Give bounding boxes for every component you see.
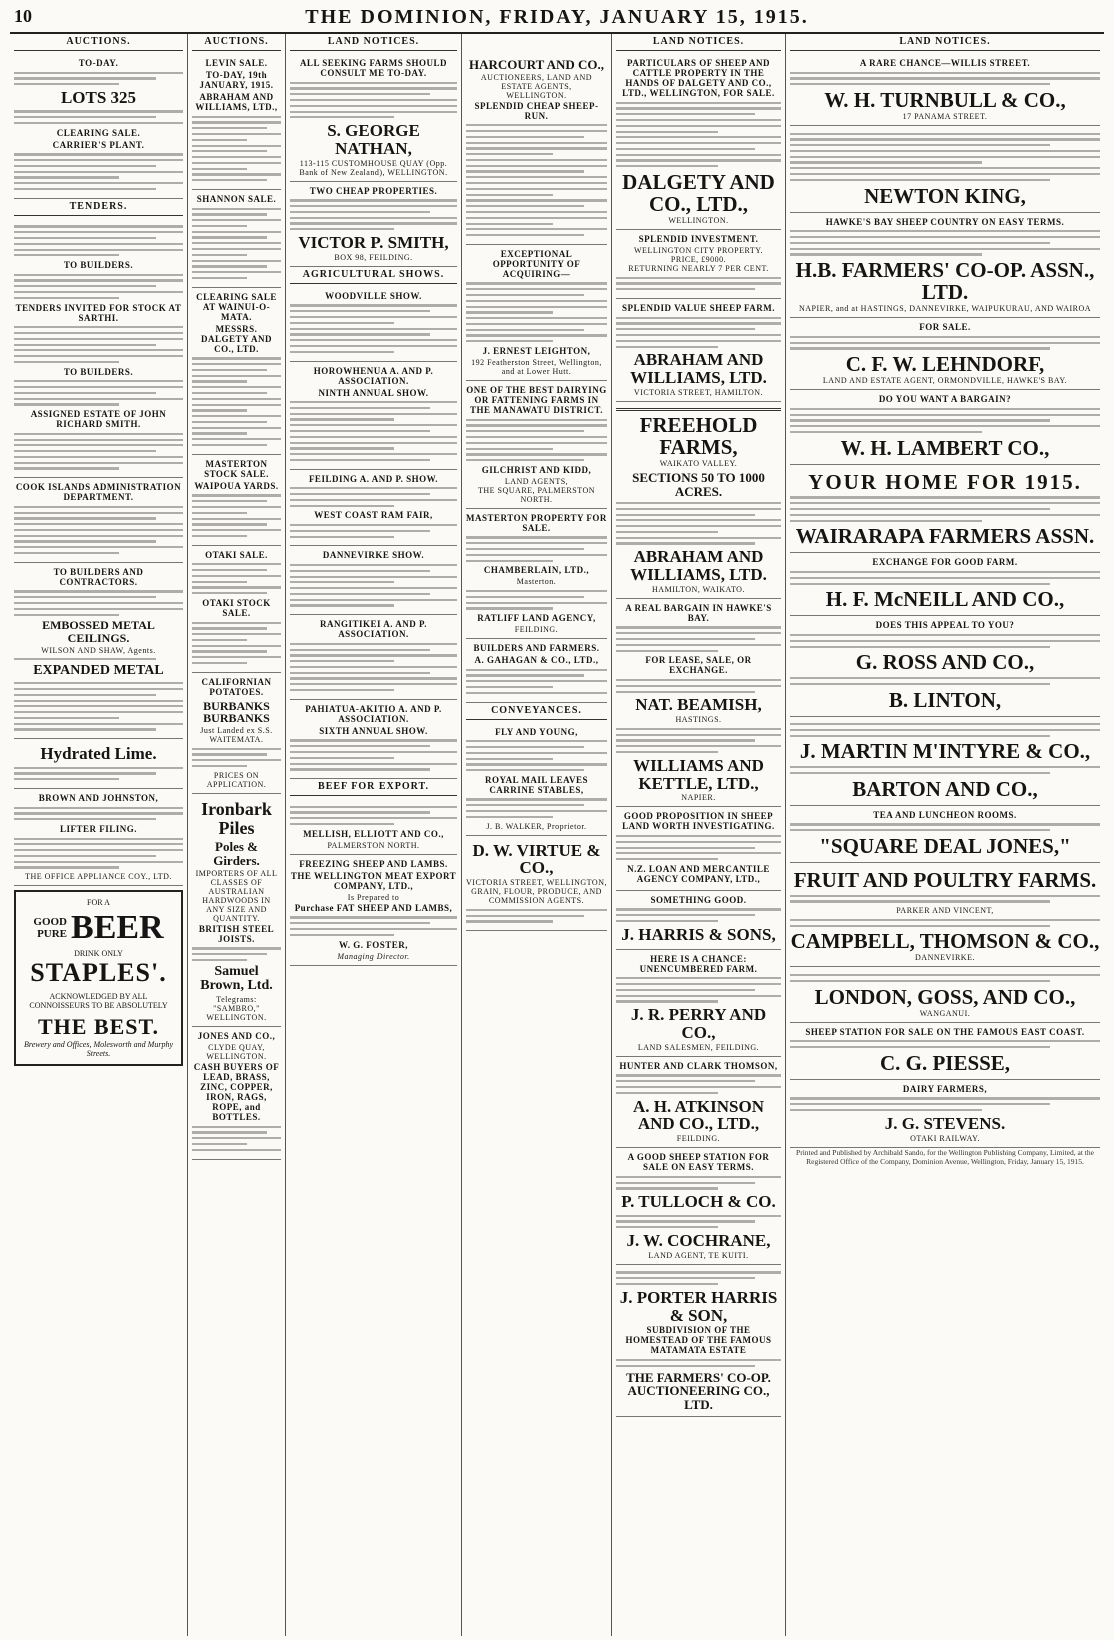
ad-tea-rooms [790, 806, 1100, 863]
ad-virtue-title: D. W. VIRTUE & CO., [472, 840, 601, 878]
ad-campbell: CAMPBELL, THOMSON & CO., [790, 929, 1100, 954]
ad-fruit-title: FRUIT AND POULTRY FARMS. [793, 867, 1097, 892]
ad-best: THE BEST. [37, 1014, 160, 1040]
ad-jones [192, 1027, 281, 1160]
ad-heading: TENDERS INVITED FOR STOCK AT SARTHI. [15, 302, 182, 323]
ad-heading: A. GAHAGAN & CO., LTD., [474, 655, 599, 666]
newspaper-title: THE DOMINION, FRIDAY, JANUARY 15, 1915. [305, 6, 809, 28]
ad-heading: RANGITIKEI A. AND P. ASSOCIATION. [320, 619, 427, 640]
ad-heading: TEA AND LUNCHEON ROOMS. [873, 809, 1017, 820]
ad-nat-beamish: NAT. BEAMISH, [635, 695, 762, 715]
ad-freehold-farms [616, 402, 781, 599]
ad-heading: OTAKI STOCK SALE. [202, 597, 271, 618]
ad-burbanks: BURBANKS BURBANKS [203, 698, 270, 726]
column-land-notices-2 [462, 34, 612, 1636]
ad-prices: PRICES ON APPLICATION. [206, 770, 267, 789]
ad-poles: Poles & Girders. [213, 839, 260, 869]
ad-dannevirke: DANNEVIRKE. [915, 953, 975, 963]
ad-harcourt [466, 52, 607, 245]
ad-wellington: WELLINGTON. [668, 216, 729, 226]
ad-waikato: WAIKATO VALLEY. [659, 459, 738, 469]
ad-square: THE SQUARE, PALMERSTON NORTH. [477, 485, 595, 504]
ad-sections: SECTIONS 50 TO 1000 ACRES. [632, 470, 765, 499]
ad-splendid-investment [616, 230, 781, 299]
ad-heading: MELLISH, ELLIOTT AND CO., [303, 828, 444, 839]
ad-rangitikei [290, 615, 457, 700]
ad-shannon-sale [192, 190, 281, 288]
ad-heading: SIXTH ANNUAL SHOW. [319, 725, 428, 736]
ad-atkinson-title: A. H. ATKINSON AND CO., LTD., [633, 1096, 764, 1134]
ad-ross [790, 616, 1100, 716]
ad-heading: N.Z. LOAN AND MERCANTILE AGENCY COMPANY, LTD., [627, 863, 770, 884]
ad-tulloch-title: P. TULLOCH & CO. [621, 1192, 776, 1212]
ad-heading: A RARE CHANCE—WILLIS STREET. [859, 58, 1031, 68]
columns-container [10, 34, 1104, 1636]
ad-heading: BUILDERS AND FARMERS. [473, 643, 600, 654]
ad-tulloch [616, 1148, 781, 1265]
ad-wainui-sale [192, 288, 281, 455]
ad-woodville [290, 287, 457, 362]
ad-lehndorf-title: C. F. W. LEHNDORF, [845, 352, 1045, 377]
column-auctions [10, 34, 188, 1636]
column-heading: LAND NOTICES. [616, 34, 781, 51]
ad-atkinson [616, 1057, 781, 1148]
ad-parker: PARKER AND VINCENT, [896, 906, 994, 916]
imprint: Printed and Published by Archibald Sando, for the Wellington Publishing Company, Limited, at the Registered Office of the Company, Dominion Avenue, Wellington, Friday, January 15, 1915. [796, 1147, 1094, 1167]
section-heading: TENDERS. [14, 199, 183, 216]
ad-lower-hutt: and at Lower Hutt. [501, 367, 572, 377]
ad-staples-beer [14, 890, 183, 1066]
ad-embossed: EMBOSSED METAL CEILINGS. [42, 618, 155, 645]
ad-turnbull-title: W. H. TURNBULL & CO., [824, 87, 1066, 112]
ad-heading: SHANNON SALE. [196, 193, 277, 204]
ad-heading: DANNEVIRKE SHOW. [322, 550, 425, 561]
ad-heading: OTAKI SALE. [205, 549, 268, 560]
ad-heading: FOR LEASE, SALE, OR EXCHANGE. [645, 655, 752, 676]
ad-heading: MASTERTON PROPERTY FOR SALE. [466, 512, 607, 533]
section-heading: AGRICULTURAL SHOWS. [290, 267, 457, 284]
ad-potatoes [192, 673, 281, 794]
ad-heading: DOES THIS APPEAL TO YOU? [875, 620, 1015, 631]
ad-hb-farmers [790, 213, 1100, 319]
ad-heading: DO YOU WANT A BARGAIN? [878, 394, 1012, 405]
ad-porter-harris [616, 1265, 781, 1418]
ad-prepared: Is Prepared to [347, 892, 400, 902]
ad-london: LONDON, GOSS, AND CO., [814, 984, 1076, 1009]
ad-hamilton: HAMILTON, WAIKATO. [652, 584, 745, 594]
ad-land-agents: LAND AGENTS, [504, 476, 569, 486]
ad-masterton-property [466, 509, 607, 639]
ad-turnbull [790, 54, 1100, 126]
ad-heading: PAHIATUA-AKITIO A. AND P. ASSOCIATION. [305, 703, 442, 724]
ad-pahiatua [290, 700, 457, 779]
ad-heading: W. G. FOSTER, [339, 939, 408, 950]
ad-importers: IMPORTERS OF ALL CLASSES OF AUSTRALIAN HARDWOODS IN ANY SIZE AND QUANTITY. [195, 868, 278, 923]
ad-heading: CLEARING SALE. [56, 127, 141, 138]
ad-heading: TO BUILDERS AND CONTRACTORS. [53, 566, 144, 587]
ad-good: GOOD [33, 916, 68, 929]
ad-piesse-title: C. G. PIESSE, [879, 1050, 1011, 1075]
ad-wairarapa: WAIRARAPA FARMERS ASSN. [795, 524, 1095, 549]
ad-auctioneers: AUCTIONEERS, LAND AND ESTATE AGENTS, [480, 72, 593, 91]
ad-mintyre [790, 717, 1100, 806]
ad-heading: ASSIGNED ESTATE OF JOHN RICHARD SMITH. [30, 409, 167, 430]
column-heading: AUCTIONS. [192, 34, 281, 51]
ad-heading: TO-DAY. [78, 58, 119, 68]
ad-te-kuiti: LAND AGENT, TE KUITI. [648, 1250, 749, 1260]
section-heading: CONVEYANCES. [466, 703, 607, 720]
ad-masterton: Masterton. [516, 577, 557, 587]
ad-staples: STAPLES'. [30, 958, 167, 988]
ad-heading: LIFTER FILING. [59, 823, 137, 834]
column-auctions-2 [188, 34, 286, 1636]
ad-managing: Managing Director. [337, 951, 410, 961]
ad-brewery: Brewery and Offices, Molesworth and Murphy Streets. [23, 1040, 173, 1059]
ad-heading: EXCHANGE FOR GOOD FARM. [872, 557, 1018, 568]
ad-victor: VICTOR P. SMITH, [298, 233, 449, 253]
ad-heading: HUNTER AND CLARK THOMSON, [619, 1060, 778, 1071]
ad-napier: NAPIER, and at HASTINGS, DANNEVIRKE, WAIPUKURAU, AND WAIROA [798, 304, 1092, 314]
ad-beer: BEER [71, 909, 164, 947]
ad-heading: TWO CHEAP PROPERTIES. [309, 185, 438, 196]
ad-panama: 17 PANAMA STREET. [902, 111, 988, 121]
ad-your-home-title: YOUR HOME FOR 1915. [808, 469, 1082, 494]
ad-farmers: THE FARMERS' CO-OP. AUCTIONEERING CO., LTD. [626, 1369, 771, 1412]
ad-box: BOX 98, FEILDING. [334, 252, 413, 262]
ad-heading: TO-DAY, 19th JANUARY, 1915. [199, 70, 274, 90]
ad-heading: GILCHRIST AND KIDD, [481, 464, 592, 475]
ad-heading: ABRAHAM AND WILLIAMS, LTD., [195, 92, 278, 112]
ad-feilding: FEILDING. [676, 1134, 721, 1144]
ad-freehold: FREEHOLD FARMS, [639, 412, 758, 460]
ad-napier: NAPIER. [681, 793, 716, 803]
ad-hydrated: Hydrated Lime. [40, 744, 157, 764]
ad-harris: J. HARRIS & SONS, [621, 924, 776, 944]
ad-wellington: WELLINGTON. [506, 90, 567, 100]
ad-piesse [790, 1023, 1100, 1080]
ad-harris-sons [616, 891, 781, 950]
ad-fly-young [466, 723, 607, 836]
ad-hastings: HASTINGS. [675, 715, 722, 725]
ad-harcourt-title: HARCOURT AND CO., [468, 57, 605, 72]
ad-feilding: FEILDING. [514, 625, 559, 635]
ad-heading: COOK ISLANDS ADMINISTRATION DEPARTMENT. [15, 482, 182, 503]
ad-grain: GRAIN, FLOUR, PRODUCE, AND COMMISSION AGENTS. [471, 887, 602, 906]
ad-walker: J. B. WALKER, Proprietor. [486, 821, 587, 831]
ad-customhouse: 113-115 CUSTOMHOUSE QUAY (Opp. Bank of New Zealand), WELLINGTON. [299, 158, 448, 177]
ad-porter: J. PORTER HARRIS & SON, [619, 1287, 778, 1325]
ad-city: WELLINGTON CITY PROPERTY. [634, 246, 763, 256]
ad-virtue [466, 836, 607, 932]
ad-mcneill-title: H. F. McNEILL AND CO., [825, 587, 1065, 612]
ad-heading: TO BUILDERS. [63, 366, 134, 377]
ad-brown-johnston [14, 789, 183, 886]
ad-abraham-2: ABRAHAM AND WILLIAMS, LTD. [630, 547, 767, 585]
ad-heading: WAIPOUA YARDS. [194, 480, 279, 491]
ad-heading: DAIRY FARMERS, [902, 1083, 988, 1094]
ad-heading: CHAMBERLAIN, LTD., [483, 565, 590, 576]
ad-expanded: EXPANDED METAL [33, 662, 164, 678]
ad-palmerston: PALMERSTON NORTH. [327, 840, 420, 850]
ad-otaki-sale [192, 546, 281, 673]
ad-for-a: FOR A [87, 898, 110, 908]
ad-stevens [790, 1080, 1100, 1148]
ad-heading: PARTICULARS OF SHEEP AND CATTLE PROPERTY IN THE HANDS OF DALGETY AND CO., LTD., WELLINGTON, FOR SALE. [622, 58, 775, 98]
ad-newton-title: NEWTON KING, [864, 183, 1026, 208]
ad-heading: RATLIFF LAND AGENCY, [477, 613, 596, 624]
ad-heading: GOOD PROPOSITION IN SHEEP LAND WORTH INVESTIGATING. [622, 811, 775, 832]
page-number: 10 [14, 6, 32, 26]
ad-stevens-title: J. G. STEVENS. [884, 1113, 1006, 1133]
ad-heading: SPLENDID INVESTMENT. [638, 234, 759, 245]
ad-heading: TO BUILDERS. [63, 260, 134, 271]
ad-cook-islands [14, 478, 183, 563]
column-heading: LAND NOTICES. [790, 34, 1100, 51]
ad-perry [616, 950, 781, 1057]
ad-hb-title: H.B. FARMERS' CO-OP. ASSN., LTD. [795, 258, 1095, 305]
ad-gahagan [466, 639, 607, 703]
ad-heading: A GOOD SHEEP STATION FOR SALE ON EASY TERMS. [627, 1152, 770, 1173]
ad-perry-title: J. R. PERRY AND CO., [630, 1005, 767, 1042]
ad-mintyre-title: J. MARTIN M'INTYRE & CO., [799, 739, 1091, 764]
ad-heading: SHEEP STATION FOR SALE ON THE FAMOUS EAST COAST. [805, 1026, 1085, 1037]
ad-heading: BROWN AND JOHNSTON, [38, 792, 159, 803]
ad-builders [14, 563, 183, 739]
ad-office: THE OFFICE APPLIANCE COY., LTD. [25, 872, 172, 882]
ad-nathan [290, 54, 457, 182]
ad-returning: RETURNING NEARLY 7 PER CENT. [628, 264, 769, 274]
ad-lambert-title: W. H. LAMBERT CO., [840, 435, 1050, 460]
ad-pure: PURE [37, 928, 68, 941]
ad-nathan-title: S. GEORGE NATHAN, [327, 121, 420, 158]
ad-dalgety-title: DALGETY AND CO., LTD., [622, 169, 775, 217]
ad-heading: CLEARING SALE AT WAINUI-O-MATA. [196, 291, 277, 322]
ad-ironbark [192, 794, 281, 1027]
ad-tender [14, 219, 183, 478]
ad-heading: FEILDING A. AND P. SHOW. [308, 473, 439, 484]
ad-heading: FOR SALE. [919, 322, 971, 333]
ad-victoria: VICTORIA STREET, WELLINGTON, [466, 878, 607, 888]
ad-heading: ALL SEEKING FARMS SHOULD CONSULT ME TO-DAY. [299, 58, 448, 78]
ad-lambert [790, 390, 1100, 465]
column-heading: LAND NOTICES. [290, 34, 457, 51]
ad-drink: DRINK ONLY [74, 949, 123, 959]
ad-hawkes-bay-bargain [616, 599, 781, 807]
ad-heading: SPLENDID VALUE SHEEP FARM. [621, 303, 776, 313]
ad-barton: BARTON AND CO., [852, 776, 1038, 801]
ad-newton-king [790, 126, 1100, 213]
ad-heading: MASTERTON STOCK SALE. [204, 458, 269, 479]
ad-heading: CARRIER'S PLANT. [52, 139, 145, 150]
ad-heading: WOODVILLE SHOW. [325, 290, 422, 301]
ad-nz-loan [616, 807, 781, 891]
ad-wanganui: WANGANUI. [919, 1008, 971, 1018]
ad-otaki-railway: OTAKI RAILWAY. [910, 1133, 980, 1143]
column-land-notices-3 [612, 34, 786, 1636]
ad-hydrated-lime [14, 739, 183, 789]
ad-heading: THE WELLINGTON MEAT EXPORT COMPANY, LTD., [290, 870, 457, 891]
ad-heading: JONES AND CO., [197, 1031, 276, 1042]
ad-heading: WEST COAST RAM FAIR, [314, 510, 433, 521]
section-heading: BEEF FOR EXPORT. [290, 779, 457, 796]
ad-lots: LOTS 325 [60, 87, 137, 107]
ad-heading: Purchase FAT SHEEP AND LAMBS, [294, 902, 453, 913]
ad-heading: ROYAL MAIL LEAVES CARRINE STABLES, [484, 774, 589, 795]
ad-land-sales: LAND SALESMEN, FEILDING. [637, 1042, 760, 1052]
ad-heading: EXCEPTIONAL OPPORTUNITY OF ACQUIRING— [492, 248, 581, 279]
ad-price: PRICE, £9000. [670, 255, 727, 265]
ad-just-landed: Just Landed ex S.S. WAITEMATA. [200, 725, 273, 744]
ad-heading: FREEZING SHEEP AND LAMBS. [299, 858, 448, 869]
ad-linton: B. LINTON, [888, 687, 1002, 712]
ad-masterton-sale [192, 455, 281, 546]
column-heading: AUCTIONS. [14, 34, 183, 51]
ad-heading: FLY AND YOUNG, [495, 726, 578, 737]
ad-lehndorf-sub: LAND AND ESTATE AGENT, ORMONDVILLE, HAWKE'S BAY. [822, 376, 1068, 386]
ad-featherston: 192 Featherston Street, Wellington, [471, 358, 602, 368]
ad-lehndorf [790, 318, 1100, 390]
ad-abraham: ABRAHAM AND WILLIAMS, LTD. [630, 350, 767, 388]
ad-heading: LEVIN SALE. [205, 58, 268, 68]
ad-heading: SPLENDID CHEAP SHEEP-RUN. [474, 100, 599, 121]
ad-horowhenua [290, 362, 457, 470]
ad-heading: SUBDIVISION OF THE HOMESTEAD OF THE FAMOUS MATAMATA ESTATE [625, 1325, 772, 1356]
ad-your-home [790, 465, 1100, 554]
ad-telegrams: Telegrams: "SAMBRO," WELLINGTON. [206, 995, 267, 1023]
masthead [10, 4, 1104, 34]
ad-clyde: CLYDE QUAY, WELLINGTON. [206, 1043, 267, 1062]
ad-dannevirke-show [290, 546, 457, 615]
ad-heading: A REAL BARGAIN IN HAWKE'S BAY. [625, 602, 772, 623]
ad-heading: BRITISH STEEL JOISTS. [198, 923, 275, 944]
ad-mellish [290, 799, 457, 855]
ad-acknowledged: ACKNOWLEDGED BY ALL CONNOISSEURS TO BE ABSOLUTELY [29, 992, 168, 1011]
ad-exceptional [466, 245, 607, 381]
ad-heading: CALIFORNIAN POTATOES. [201, 676, 272, 697]
ad-heading: HAWKE'S BAY SHEEP COUNTRY ON EASY TERMS. [825, 216, 1065, 227]
ad-heading: MESSRS. DALGETY AND CO., LTD. [201, 323, 272, 354]
ad-dalgety [616, 54, 781, 230]
ad-fruit-poultry [790, 863, 1100, 967]
ad-levin-sale [192, 54, 281, 190]
ad-square-deal: "SQUARE DEAL JONES," [819, 833, 1071, 858]
ad-samuel-brown: Samuel Brown, Ltd. [200, 963, 273, 994]
ad-heading: NINTH ANNUAL SHOW. [318, 387, 429, 398]
ad-heading: ONE OF THE BEST DAIRYING OR FATTENING FARMS IN THE MANAWATU DISTRICT. [466, 385, 607, 416]
ad-feilding-show [290, 470, 457, 547]
ad-heading: SOMETHING GOOD. [650, 894, 747, 905]
ad-today [14, 54, 183, 199]
ad-heading: J. ERNEST LEIGHTON, [482, 346, 591, 357]
ad-ross-title: G. ROSS AND CO., [855, 650, 1035, 675]
ad-manawatu [466, 381, 607, 509]
ad-victoria-ham: VICTORIA STREET, HAMILTON. [633, 387, 764, 397]
ad-london-goss [790, 967, 1100, 1022]
ad-heading: CASH BUYERS OF LEAD, BRASS, ZINC, COPPER, IRON, RAGS, ROPE, and BOTTLES. [193, 1062, 280, 1123]
ad-heading: HOROWHENUA A. AND P. ASSOCIATION. [313, 365, 434, 386]
ad-ironbark-title: Ironbark Piles [201, 798, 272, 838]
ad-williams-kettle: WILLIAMS AND KETTLE, LTD., [633, 755, 764, 793]
column-land-notices [286, 34, 462, 1636]
ad-two-cheap [290, 182, 457, 267]
column-land-notices-4 [786, 34, 1104, 1636]
ad-cochrane: J. W. COCHRANE, [626, 1230, 771, 1250]
ad-meat-export [290, 855, 457, 966]
ad-wilson: WILSON AND SHAW, Agents. [41, 645, 156, 655]
ad-sheep-farm [616, 299, 781, 402]
ad-heading: HERE IS A CHANCE: UNENCUMBERED FARM. [639, 953, 758, 974]
ad-mcneill [790, 553, 1100, 616]
